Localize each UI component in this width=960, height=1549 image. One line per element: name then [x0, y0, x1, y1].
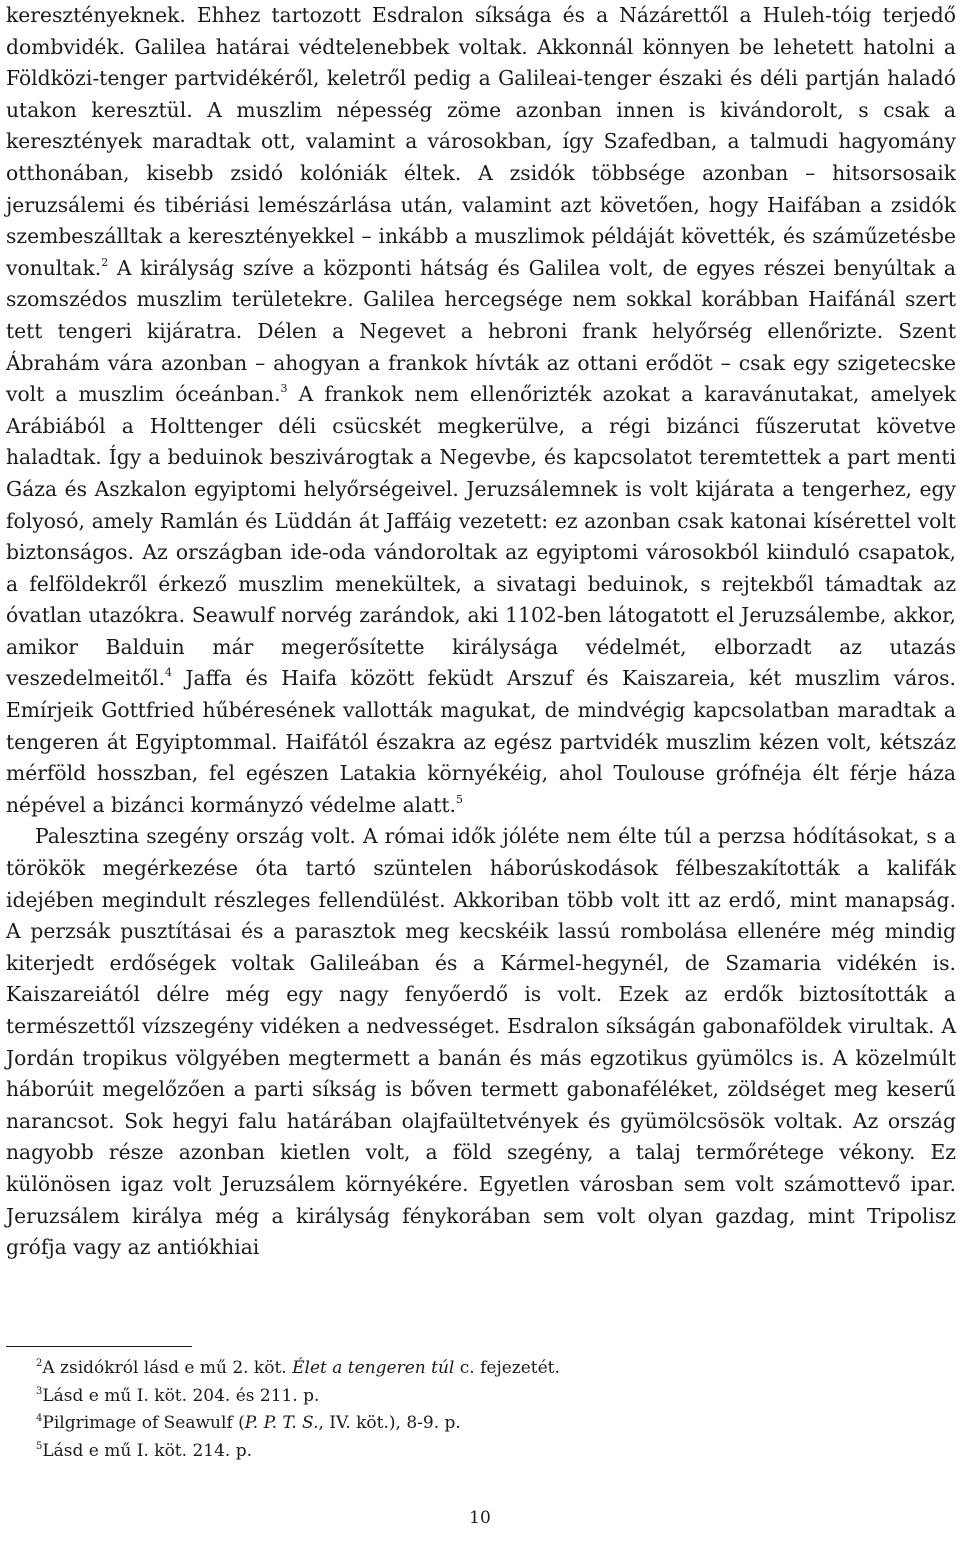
paragraph-1-segment-4: Jaffa és Haifa között feküdt Arszuf és Kaiszareia, két muszlim város. Emírjeik Gottfried hűbéresének vallották magukat, de mindvégig kapcsolatban maradtak a tengeren át Egyiptommal. Haifától északra az egész partvidék muszlim kézen volt, kétszáz mérföld hosszban, fel egészen Latakia környékéig, ahol Toulouse grófnéja élt férje háza népével a bizánci kormányzó védelme alatt. [6, 666, 956, 817]
footnote-divider [6, 1346, 192, 1347]
paragraph-1-segment-2: A királyság szíve a központi hátság és Galilea volt, de egyes részei benyúltak a szomszédos muszlim területekre. Galilea hercegsége nem sokkal korábban Haifánál szert tett tengeri kijáratra. Délen a Negevet a hebroni frank helyőrség ellenőrizte. Szent Ábrahám vára azonban – ahogyan a frankok hívták az ottani erődöt – csak egy szigetecske volt a muszlim óceánban. [6, 255, 956, 407]
footnote-4-title: P. P. T. S. [244, 1413, 319, 1433]
paragraph-1-segment-1: keresztényeknek. Ehhez tartozott Esdralon síksága és a Názárettől a Huleh-tóig terjedő dombvidék. Galilea határai védtelenebbek voltak. Akkonnál könnyen be lehetett hatolni a Földközi-tenger partvidékéről, keletről pedig a Galileai-tenger északi és déli partján haladó utakon keresztül. A muszlim népesség zöme azonban innen is kivándorolt, s csak a keresztények maradtak ott, valamint a városokban, így Szafedban, a talmudi hagyomány otthonában, kisebb zsidó kolóniák éltek. A zsidók többsége azonban – hitsorsosaik jeruzsálemi és tibériási lemészárlása után, valamint azt követően, hogy Haifában a zsidók szembeszálltak a keresztényekkel – inkább a muszlimok példáját követték, és száműzetésbe vonultak. [6, 3, 956, 280]
footnote-5-number: 5 [36, 1440, 43, 1452]
footnote-5-text: Lásd e mű I. köt. 214. p. [42, 1440, 252, 1461]
page-number: 10 [469, 1508, 491, 1528]
main-text [6, 0, 956, 1264]
footnote-4-text-post: , IV. köt.), 8-9. p. [318, 1413, 461, 1433]
footnote-3 [36, 1383, 936, 1411]
paragraph-1-segment-3: A frankok nem ellenőrizték azokat a karavánutakat, amelyek Arábiából a Holttenger déli csücskét megkerülve, a régi bizánci fűszerutat követve haladtak. Így a beduinok beszivárogtak a Negevbe, és kapcsolatot teremtettek a part menti Gáza és Aszkalon egyiptomi helyőrségeivel. Jeruzsálemnek is volt kijárata a tengerhez, egy folyosó, amely Ramlán és Lüddán át Jaffáig vezetett: ez azonban csak katonai kísérettel volt biztonságos. Az országban ide-oda vándoroltak az egyiptomi városokból kiinduló csapatok, a felföldekről érkező muszlim menekültek, a sivatagi beduinok, s rejtekből támadtak az óvatlan utazókra. Seawulf norvég zarándok, aki 1102-ben látogatott el Jeruzsálembe, akkor, amikor Balduin már megerősítette királysága védelmét, elborzadt az utazás veszedelmeitől. [6, 382, 957, 691]
footnote-ref-2: 2 [101, 255, 109, 269]
footnote-3-number: 3 [36, 1385, 43, 1397]
footnote-3-text: Lásd e mű I. köt. 204. és 211. p. [42, 1385, 320, 1406]
footnote-2-number: 2 [36, 1358, 43, 1369]
footnote-2 [36, 1355, 936, 1383]
footnote-ref-4: 4 [165, 666, 173, 680]
footnote-4-number: 4 [36, 1413, 43, 1424]
footnotes [36, 1355, 936, 1465]
footnote-2-title: Élet a tengeren túl [292, 1358, 455, 1378]
footnote-4-text-pre: Pilgrimage of Seawulf ( [42, 1413, 245, 1433]
paragraph-1 [6, 0, 956, 821]
footnote-ref-3: 3 [280, 382, 288, 396]
footnote-2-text-post: c. fejezetét. [454, 1358, 560, 1378]
footnote-5 [36, 1438, 936, 1466]
footnote-ref-5: 5 [456, 792, 463, 806]
footnote-2-text-pre: A zsidókról lásd e mű 2. köt. [42, 1358, 293, 1378]
paragraph-2: Palesztina szegény ország volt. A római idők jóléte nem élte túl a perzsa hódításokat, s a törökök megérkezése óta tartó szüntelen háborúskodások félbeszakították a kalifák idejében megindult részleges fellendülést. Akkoriban több volt itt az erdő, mint manapság. A perzsák pusztításai és a parasztok meg kecskéik lassú rombolása ellenére még mindig kiterjedt erdőségek voltak Galileában és a Kármel-hegynél, de Szamaria vidékén is. Kaiszareiától délre még egy nagy fenyőerdő is volt. Ezek az erdők biztosították a természettől vízszegény vidéken a nedvességet. Esdralon síkságán gabonaföldek virultak. A Jordán tropikus völgyében megtermett a banán és más egzotikus gyümölcs is. A közelmúlt háborúit megelőzően a parti síkság is bőven termett gabonaféléket, zöldséget meg keserű narancsot. Sok hegyi falu határában olajfaültetvények és gyümölcsösök voltak. Az ország nagyobb része azonban kietlen volt, a föld szegény, a talaj termőrétege vékony. Ez különösen igaz volt Jeruzsálem környékére. Egyetlen városban sem volt számottevő ipar. Jeruzsálem királya még a királyság fénykorában sem volt olyan gazdag, mint Tripolisz grófja vagy az antiókhiai [6, 824, 956, 1260]
footnote-4 [36, 1410, 936, 1438]
